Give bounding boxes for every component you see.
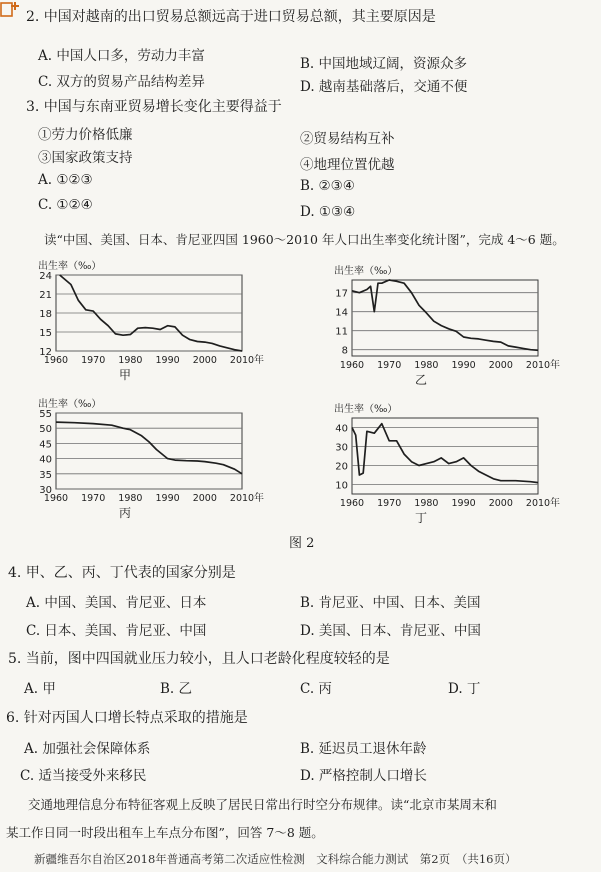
question-2-stem: 2. 中国对越南的出口贸易总额远高于进口贸易总额，其主要原因是 xyxy=(26,9,436,25)
plot-frame xyxy=(56,413,242,489)
x-tick-label: 1980 xyxy=(118,493,143,504)
q3-option-b: B. ②③④ xyxy=(300,178,355,194)
page-footer: 新疆维吾尔自治区2018年普通高考第二次适应性检测 文科综合能力测试 第2页 （共16页） xyxy=(34,852,517,866)
x-tick-label: 1970 xyxy=(377,498,402,509)
q5-option-c: C. 丙 xyxy=(300,681,332,697)
y-axis-label: 出生率（‰） xyxy=(38,399,102,410)
x-tick-label: 2000 xyxy=(192,493,217,504)
x-tick-label: 1990 xyxy=(155,493,180,504)
x-axis-label: 年 xyxy=(550,498,560,509)
q4-option-a: A. 中国、美国、肯尼亚、日本 xyxy=(26,595,207,611)
q6-option-a: A. 加强社会保障体系 xyxy=(24,741,151,757)
x-tick-label: 2010 xyxy=(525,360,551,371)
y-tick-label: 10 xyxy=(335,480,348,492)
series-line xyxy=(56,422,242,474)
x-tick-label: 1960 xyxy=(339,498,365,509)
plot-frame xyxy=(352,418,538,494)
y-axis-label: 出生率（‰） xyxy=(38,261,102,272)
x-axis-label: 年 xyxy=(550,360,560,371)
q3-item-3: ③国家政策支持 xyxy=(38,150,133,166)
chart-bing xyxy=(24,393,284,523)
y-tick-label: 21 xyxy=(39,290,52,301)
chart-jia xyxy=(24,255,284,385)
y-axis-label: 出生率（‰） xyxy=(334,266,398,277)
x-tick-label: 2000 xyxy=(488,498,513,509)
y-axis-label: 出生率（‰） xyxy=(334,404,398,415)
q2-option-c: C. 双方的贸易产品结构差异 xyxy=(38,74,205,90)
y-tick-label: 17 xyxy=(335,288,348,300)
x-axis-label: 年 xyxy=(254,493,264,504)
question-5-stem: 5. 当前，图中四国就业压力较小，且人口老龄化程度较轻的是 xyxy=(8,651,390,667)
question-4-stem: 4. 甲、乙、丙、丁代表的国家分别是 xyxy=(8,565,236,581)
intro-q7-8-line1: 交通地理信息分布特征客观上反映了居民日常出行时空分布规律。读“北京市某周末和 xyxy=(28,797,497,812)
y-tick-label: 20 xyxy=(335,461,348,473)
q2-option-a: A. 中国人口多，劳动力丰富 xyxy=(38,48,205,64)
q4-option-d: D. 美国、日本、肯尼亚、中国 xyxy=(300,623,481,639)
x-tick-label: 1960 xyxy=(43,493,69,504)
x-tick-label: 2000 xyxy=(488,360,513,371)
chart-title: 丁 xyxy=(415,511,428,525)
figure-caption: 图 2 xyxy=(289,536,315,551)
y-tick-label: 55 xyxy=(39,409,52,420)
q6-option-b: B. 延迟员工退休年龄 xyxy=(300,741,427,757)
q6-option-c: C. 适当接受外来移民 xyxy=(20,768,147,784)
chart-title: 丙 xyxy=(119,506,132,520)
q4-option-c: C. 日本、美国、肯尼亚、中国 xyxy=(26,623,207,639)
y-tick-label: 12 xyxy=(39,347,52,358)
y-tick-label: 40 xyxy=(335,423,348,435)
series-line xyxy=(352,280,538,350)
q5-option-b: B. 乙 xyxy=(160,681,193,697)
chart-ding xyxy=(320,398,580,528)
x-axis-label: 年 xyxy=(254,355,264,366)
series-line xyxy=(352,424,538,483)
q5-option-d: D. 丁 xyxy=(448,681,481,697)
x-tick-label: 1980 xyxy=(118,355,143,366)
q6-option-d: D. 严格控制人口增长 xyxy=(300,768,427,784)
question-6-stem: 6. 针对丙国人口增长特点采取的措施是 xyxy=(6,710,248,726)
y-tick-label: 30 xyxy=(335,442,348,454)
q2-option-b: B. 中国地域辽阔，资源众多 xyxy=(300,56,468,72)
y-tick-label: 45 xyxy=(39,439,52,451)
x-tick-label: 1990 xyxy=(451,360,476,371)
y-tick-label: 40 xyxy=(39,454,52,466)
y-tick-label: 14 xyxy=(335,307,348,319)
x-tick-label: 1960 xyxy=(43,355,69,366)
intro-q7-8-line2: 某工作日同一时段出租车上车点分布图”，回答 7～8 题。 xyxy=(6,825,324,840)
add-page-icon[interactable] xyxy=(0,0,22,22)
x-tick-label: 1990 xyxy=(451,498,476,509)
q3-option-a: A. ①②③ xyxy=(38,172,93,188)
x-tick-label: 2000 xyxy=(192,355,217,366)
y-tick-label: 24 xyxy=(39,271,52,282)
q3-option-d: D. ①③④ xyxy=(300,204,356,220)
y-tick-label: 15 xyxy=(39,328,52,339)
q3-option-c: C. ①②④ xyxy=(38,197,93,213)
x-tick-label: 2010 xyxy=(229,355,255,366)
y-tick-label: 11 xyxy=(335,326,348,338)
chart-yi xyxy=(320,260,580,390)
q3-item-2: ②贸易结构互补 xyxy=(300,131,395,147)
x-tick-label: 1960 xyxy=(339,360,365,371)
q3-item-1: ①劳力价格低廉 xyxy=(38,127,133,143)
x-tick-label: 1990 xyxy=(155,355,180,366)
x-tick-label: 1980 xyxy=(414,360,439,371)
y-tick-label: 35 xyxy=(39,469,52,481)
x-tick-label: 1970 xyxy=(81,493,106,504)
x-tick-label: 1980 xyxy=(414,498,439,509)
chart-title: 甲 xyxy=(119,368,132,382)
question-3-stem: 3. 中国与东南亚贸易增长变化主要得益于 xyxy=(26,99,282,115)
x-tick-label: 1970 xyxy=(81,355,106,366)
plot-frame xyxy=(352,280,538,356)
y-tick-label: 8 xyxy=(341,345,348,357)
x-tick-label: 1970 xyxy=(377,360,402,371)
q5-option-a: A. 甲 xyxy=(24,681,56,697)
y-tick-label: 50 xyxy=(39,424,52,436)
chart-title: 乙 xyxy=(415,373,428,387)
q2-option-d: D. 越南基础落后，交通不便 xyxy=(300,79,468,95)
q4-option-b: B. 肯尼亚、中国、日本、美国 xyxy=(300,595,481,611)
y-tick-label: 30 xyxy=(39,485,52,496)
intro-charts: 读“中国、美国、日本、肯尼亚四国 1960～2010 年人口出生率变化统计图”，完成 4～6 题。 xyxy=(44,232,565,247)
x-tick-label: 2010 xyxy=(525,498,551,509)
q3-item-4: ④地理位置优越 xyxy=(300,157,395,173)
y-tick-label: 18 xyxy=(39,309,52,320)
x-tick-label: 2010 xyxy=(229,493,255,504)
